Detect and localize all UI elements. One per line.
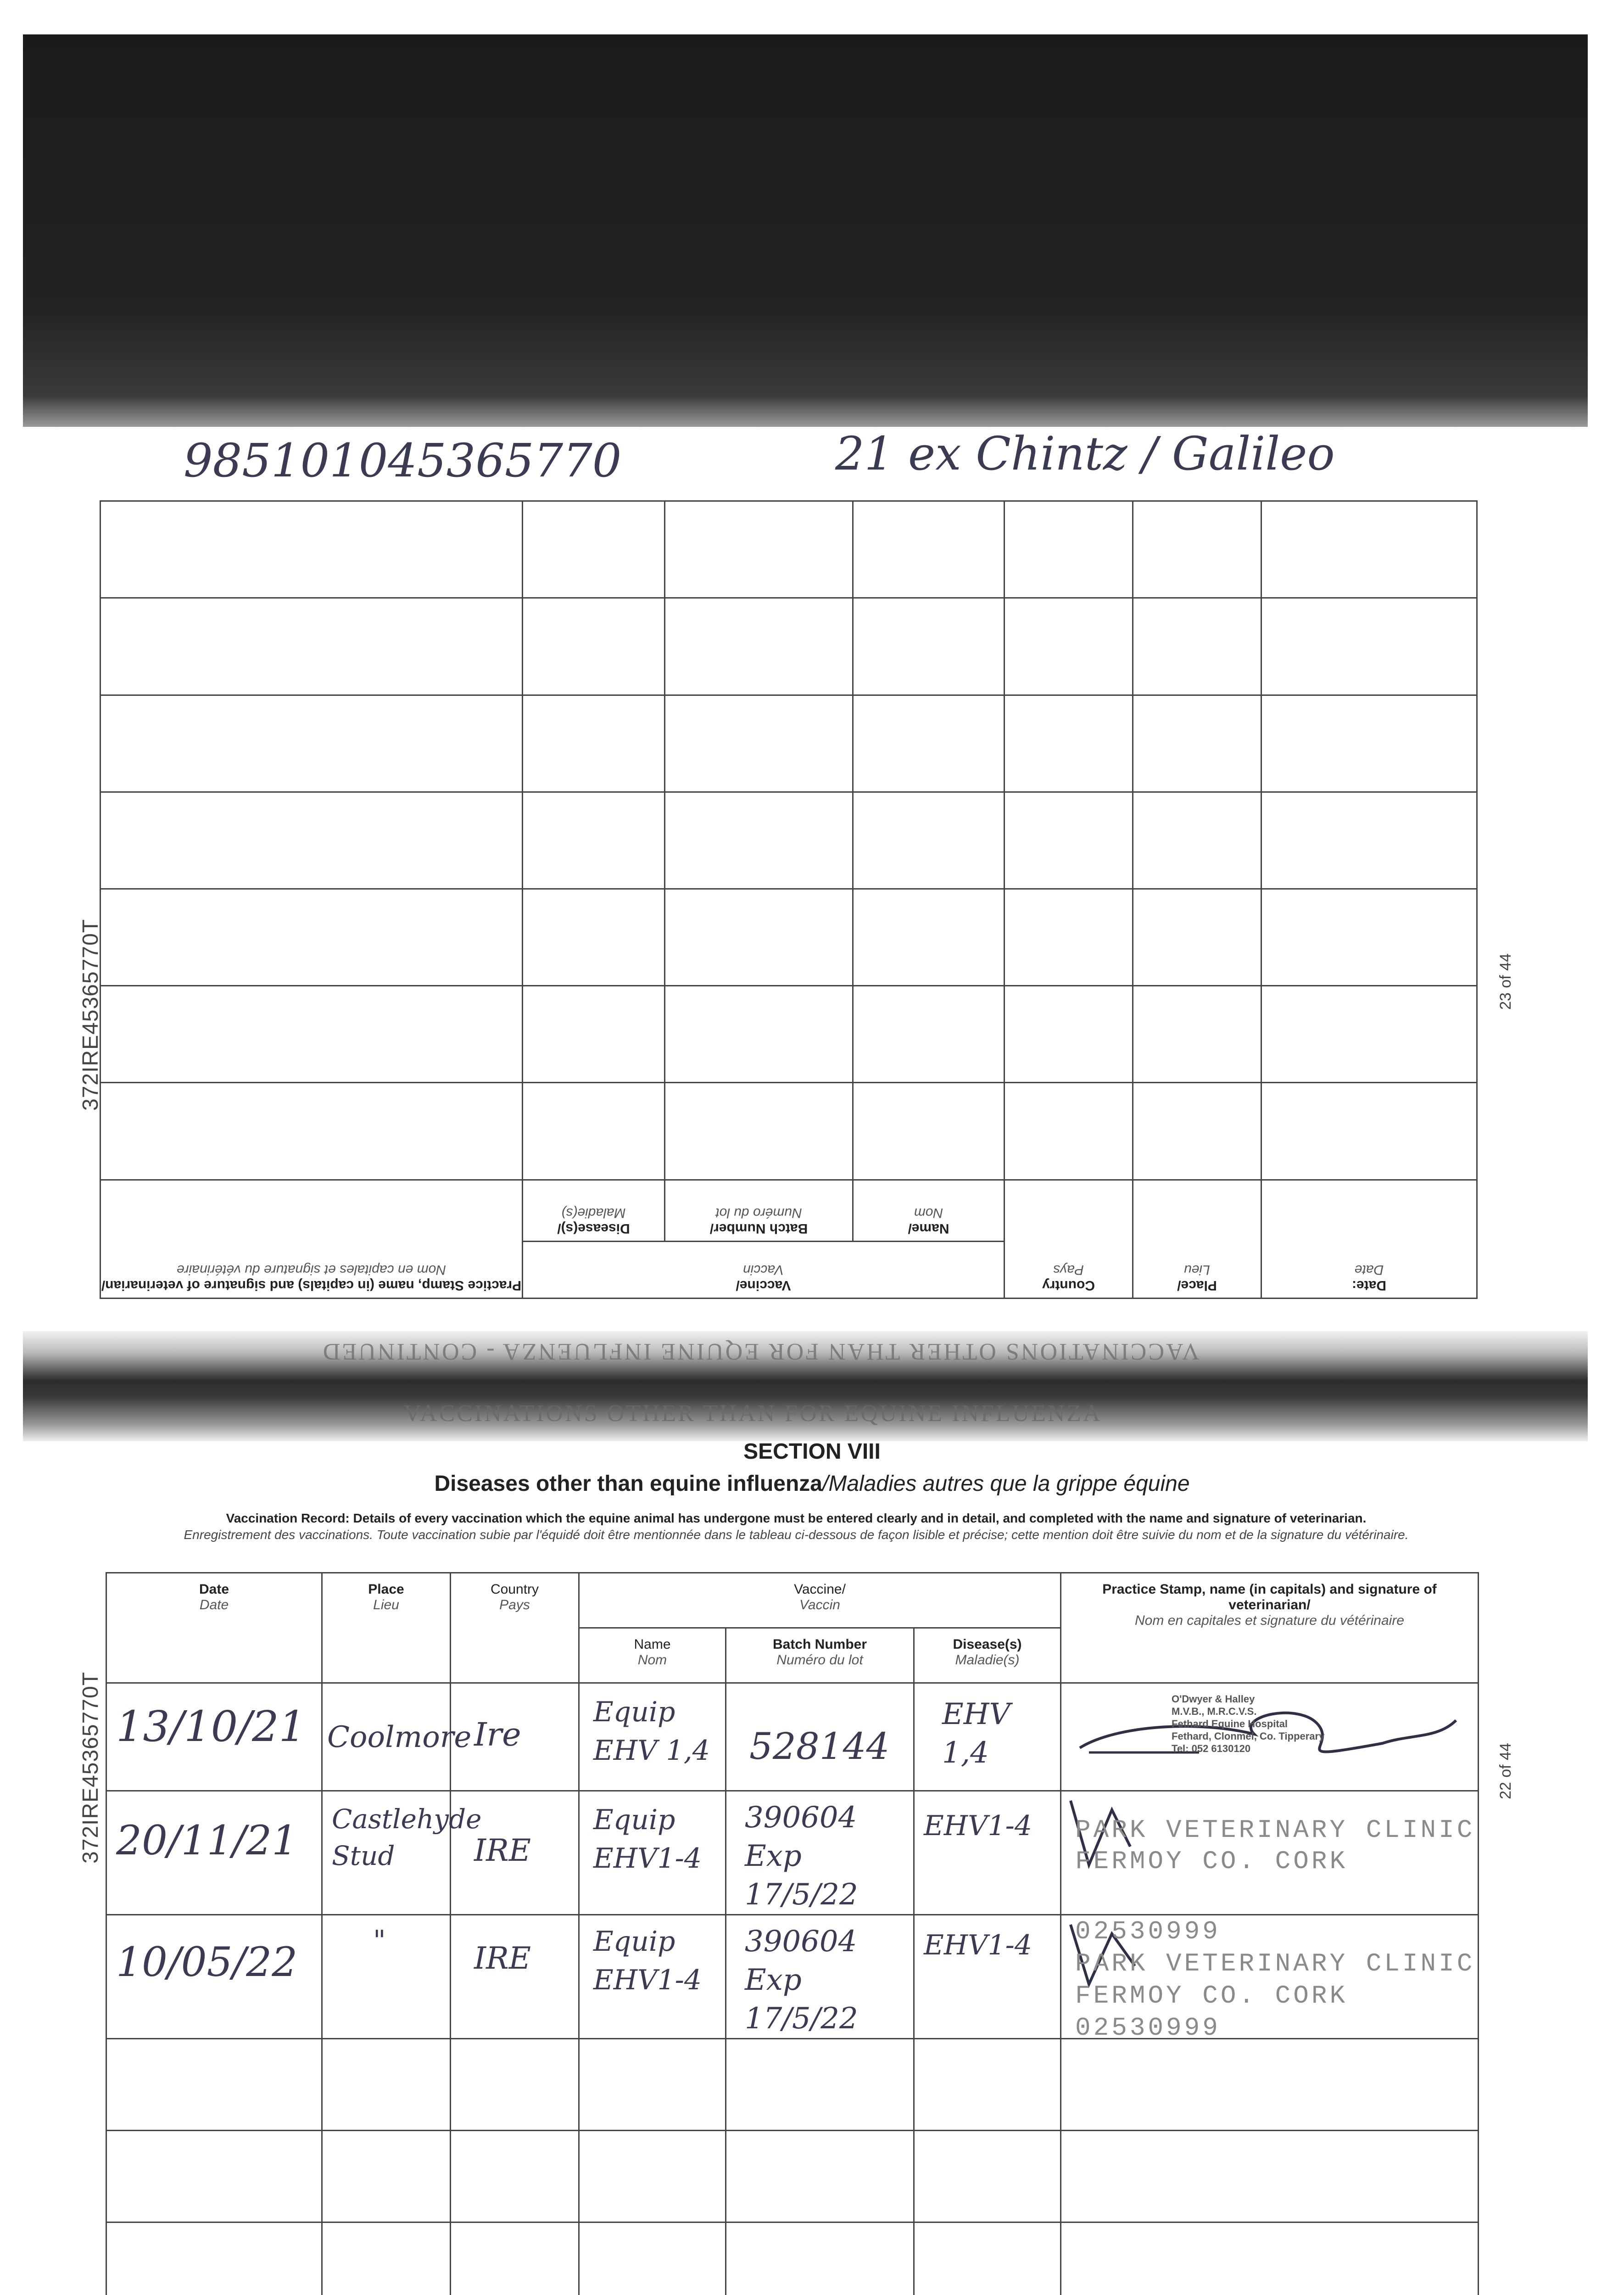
record-vaccine-name: Equip EHV1-4 [579,1915,726,2039]
upper-header-stamp: Practice Stamp, name (in capitals) and signature of veterinarian/ Nom en capitales et signature du vétérinaire [100,1180,523,1298]
record-disease: EHV 1,4 [914,1683,1061,1791]
record-vaccine-name: Equip EHV 1,4 [579,1683,726,1791]
table-row [106,1683,1479,1791]
page-number-upper: 23 of 44 [1497,953,1514,1010]
vet-stamp-park: 02530999 PARK VETERINARY CLINIC FERMOY CO. CORK 02530999 [1075,1917,1475,2043]
vaccination-record-table [106,1572,1479,2295]
vet-stamp-fethard: O'Dwyer & Halley M.V.B., M.R.C.V.S. Fethard Equine Hospital Fethard, Clonmel, Co. Tipperary Tel: 052 6130120 [1172,1693,1325,1754]
section-intro [117,1510,1475,1543]
vet-stamp-park: PARK VETERINARY CLINIC FERMOY CO. CORK [1075,1815,1475,1876]
passport-id-upper: 372IRE45365770T [78,919,103,1111]
fold-heading: VACCINATIONS OTHER THAN FOR EQUINE INFLUENZA [404,1400,1102,1427]
table-row [106,2131,1479,2222]
record-country: IRE [451,1915,579,2039]
table-row [106,2039,1479,2131]
upper-header-date: Date: Date [1261,1180,1477,1298]
intro-english: Vaccination Record: Details of every vaccination which the equine animal has undergone must be entered clearly and in detail, and completed with the name and signature of veterinarian. [226,1511,1367,1525]
scanned-dark-band [23,34,1588,427]
header-date: Date Date [106,1573,322,1683]
page-number-lower: 22 of 44 [1497,1743,1514,1799]
table-row [106,1915,1479,2039]
horse-name: 21 ex Chintz / Galileo [835,427,1335,481]
header-vaccine: Vaccine/ Vaccin [579,1573,1061,1628]
record-stamp [1061,1791,1479,1915]
section-subtitle: Diseases other than equine influenza/Maladies autres que la grippe équine [434,1472,1190,1496]
upper-header-place: Place/ Lieu [1133,1180,1261,1298]
upper-header-batch: Batch Number/ Numéro du lot [665,1180,853,1242]
header-batch-number: Batch Number Numéro du lot [726,1628,914,1683]
record-batch: 390604 Exp 17/5/22 [726,1915,914,2039]
record-disease: EHV1-4 [914,1915,1061,2039]
table-row [106,1791,1479,1915]
section-title: SECTION VIII [743,1439,881,1464]
record-place: Castlehyde Stud [322,1791,451,1915]
header-disease: Disease(s) Maladie(s) [914,1628,1061,1683]
record-country: IRE [451,1791,579,1915]
header-vaccine-name: Name Nom [579,1628,726,1683]
record-disease: EHV1-4 [914,1791,1061,1915]
record-country: Ire [451,1683,579,1791]
header-country: Country Pays [451,1573,579,1683]
upper-vaccination-table [100,500,1478,1299]
upper-header-disease: Disease(s)/ Maladie(s) [523,1180,665,1242]
header-practice-stamp: Practice Stamp, name (in capitals) and signature of veterinarian/ Nom en capitales et signature du vétérinaire [1061,1573,1479,1683]
header-place: Place Lieu [322,1573,451,1683]
record-place: " [322,1915,451,2039]
microchip-number: 985101045365770 [184,434,622,487]
upper-header-country: Country Pays [1005,1180,1133,1298]
record-stamp [1061,1915,1479,2043]
record-date: 10/05/22 [106,1915,322,2039]
record-stamp [1061,1683,1479,1791]
record-vaccine-name: Equip EHV1-4 [579,1791,726,1915]
intro-french: Enregistrement des vaccinations. Toute vaccination subie par l'équidé doit être mentionnée dans le tableau ci-dessous de façon lisible et précise; cette mention doit être suivie du nom et de la signature du vétérinaire. [184,1528,1409,1542]
record-date: 20/11/21 [106,1791,322,1915]
table-row [106,2222,1479,2295]
upper-page-rotated [101,500,1478,1299]
passport-id-lower: 372IRE45365770T [78,1672,103,1864]
fold-heading-upside-down: VACCINATIONS OTHER THAN FOR EQUINE INFLUENZA - CONTINUED [321,1338,1200,1365]
record-place: Coolmore [322,1683,451,1791]
upper-header-name: Name/ Nom [853,1180,1005,1242]
upper-header-vaccine: Vaccine/ Vaccin [523,1242,1005,1299]
record-batch: 528144 [726,1683,914,1791]
record-batch: 390604 Exp 17/5/22 [726,1791,914,1915]
record-date: 13/10/21 [106,1683,322,1791]
